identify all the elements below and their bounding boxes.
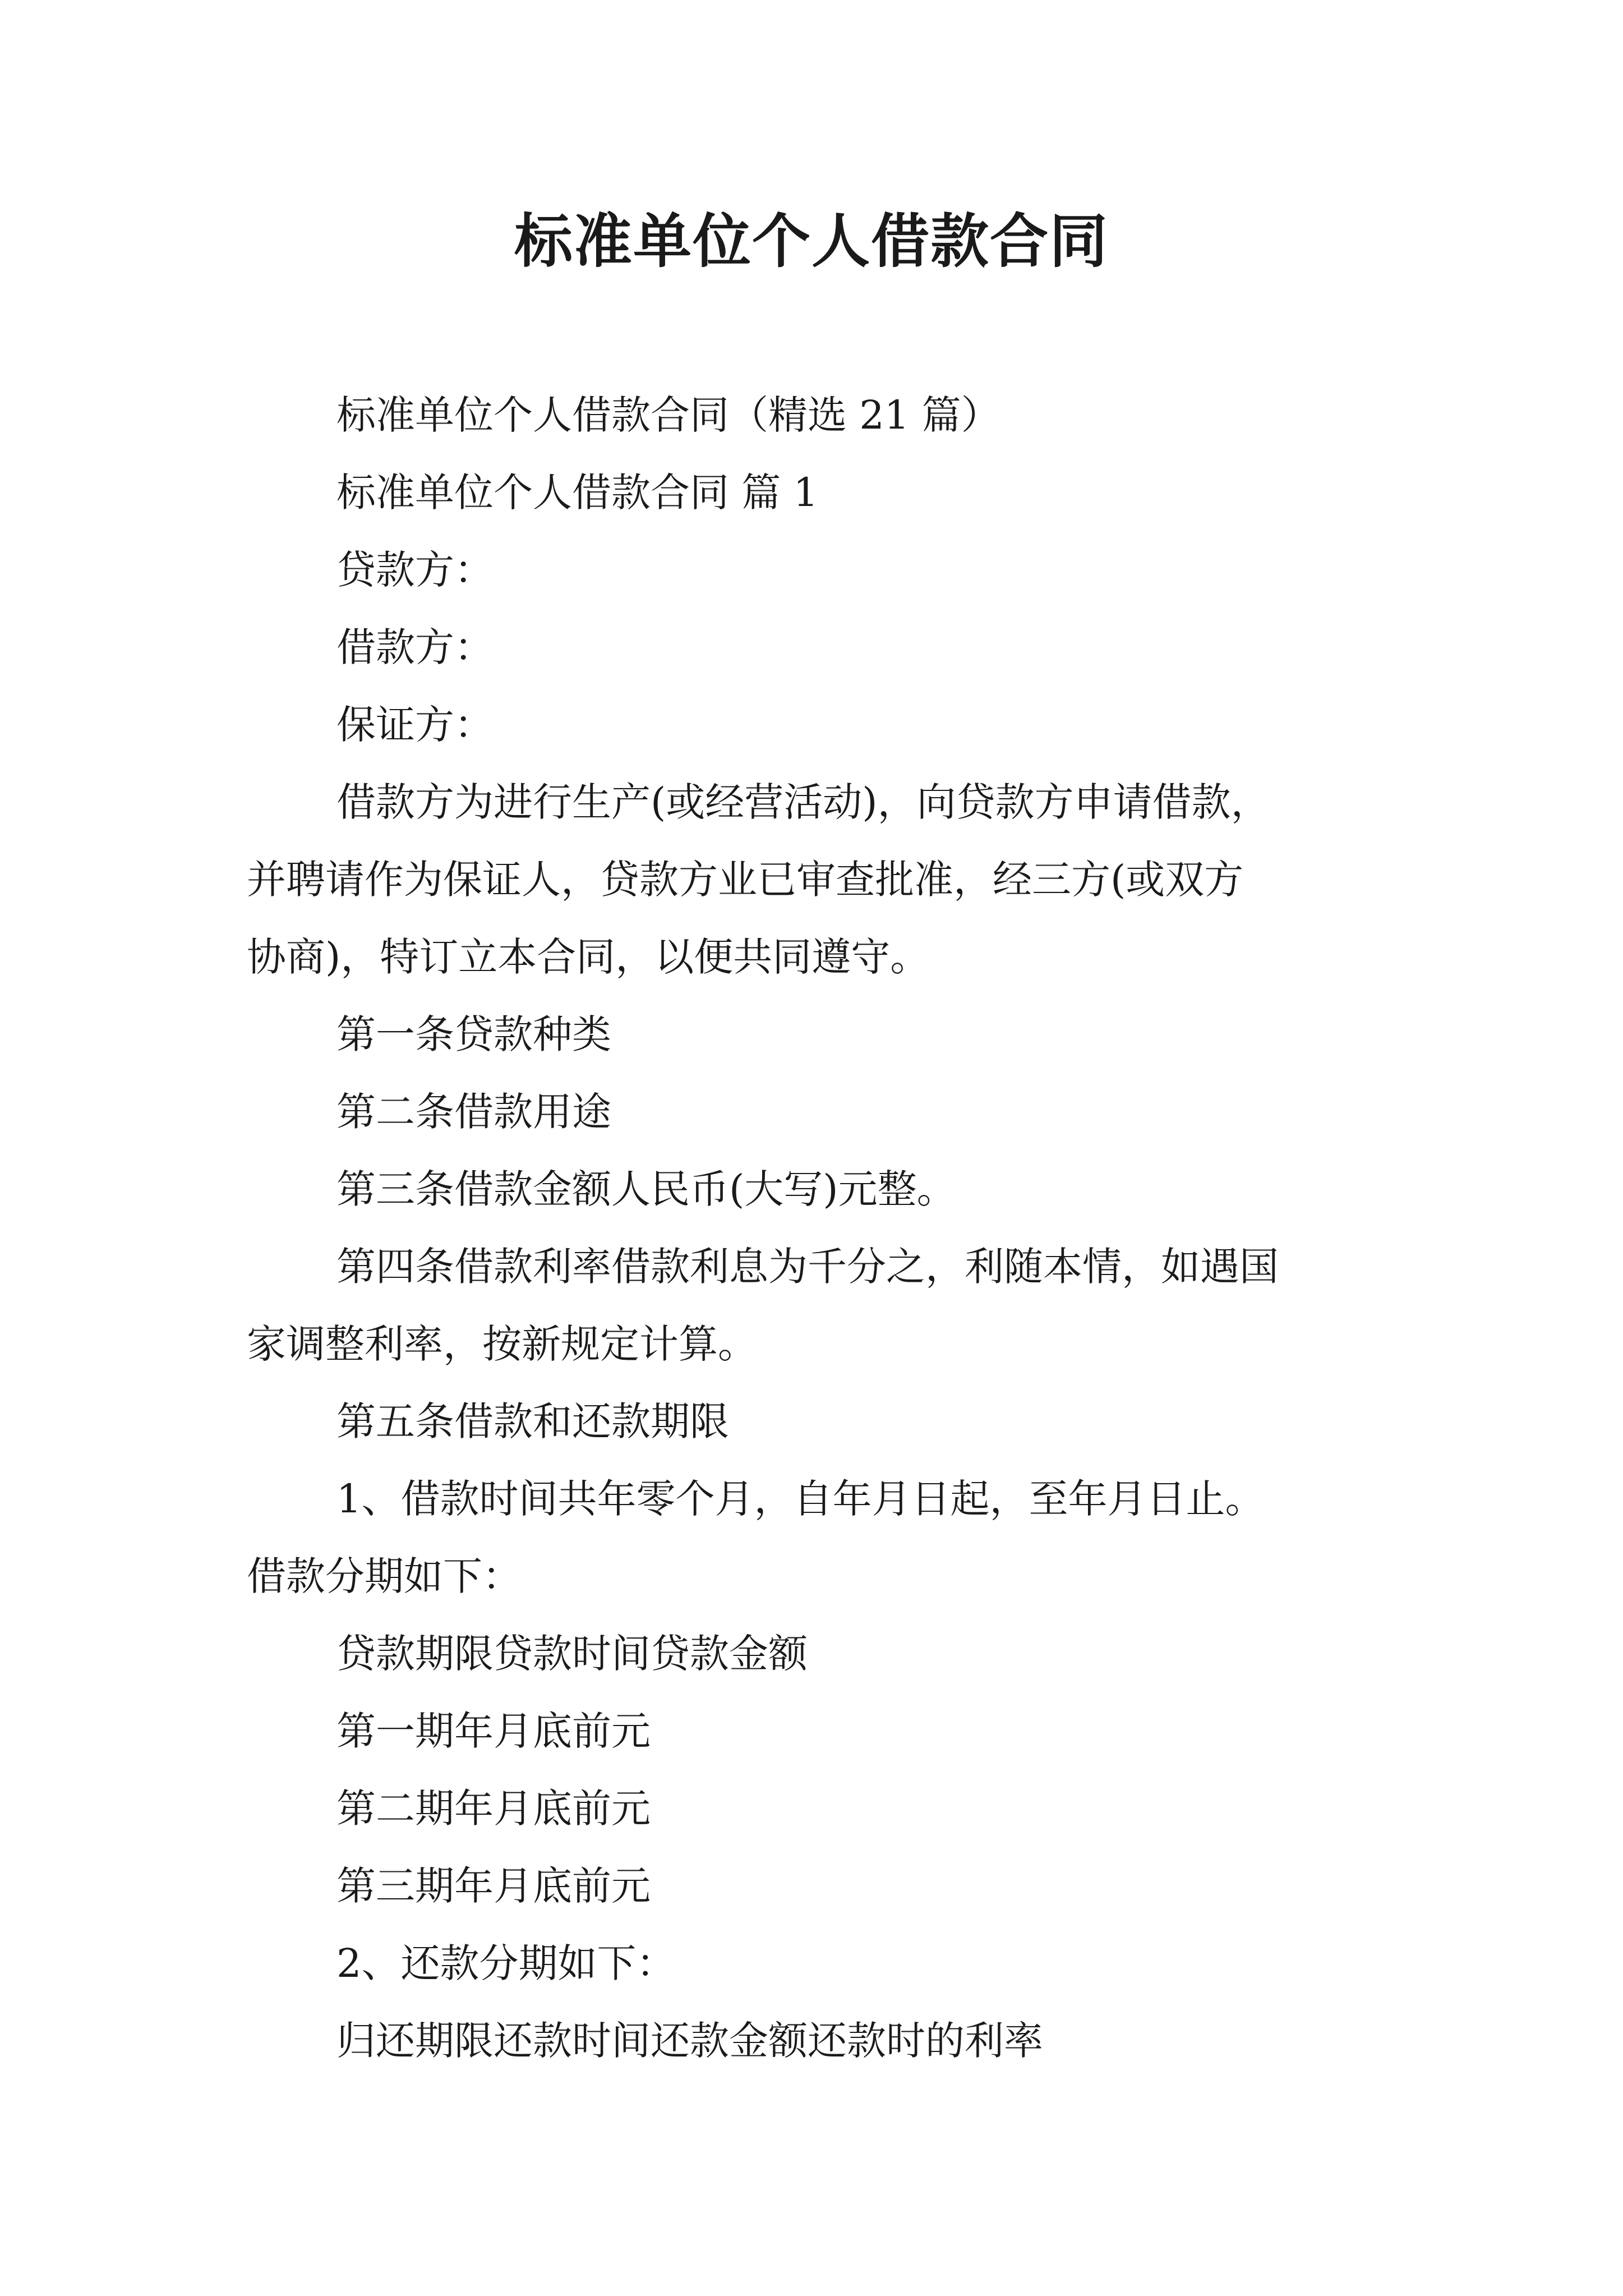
lender-line: 贷款方： xyxy=(336,547,494,593)
subtitle-line: 标准单位个人借款合同（精选 21 篇） xyxy=(336,392,1000,438)
paragraph-line: 借款分期如下： xyxy=(247,1553,522,1599)
article-heading: 第二条借款用途 xyxy=(336,1089,611,1135)
paragraph-line: 并聘请作为保证人，贷款方业已审查批准，经三方(或双方 xyxy=(247,857,1244,903)
paragraph-line: 1、借款时间共年零个月，自年月日起，至年月日止。 xyxy=(336,1476,1265,1522)
installment-line: 第一期年月底前元 xyxy=(336,1708,651,1754)
installment-line: 第二期年月底前元 xyxy=(336,1786,651,1832)
table-header-line: 贷款期限贷款时间贷款金额 xyxy=(336,1631,808,1677)
paragraph-line: 2、还款分期如下： xyxy=(336,1940,676,1986)
paragraph-line: 第四条借款利率借款利息为千分之，利随本情，如遇国 xyxy=(336,1244,1279,1290)
article-heading: 第一条贷款种类 xyxy=(336,1011,611,1057)
paragraph-line: 借款方为进行生产(或经营活动)，向贷款方申请借款， xyxy=(336,779,1270,825)
section-heading: 标准单位个人借款合同 篇 1 xyxy=(336,470,819,516)
table-header-line: 归还期限还款时间还款金额还款时的利率 xyxy=(336,2018,1043,2064)
article-heading: 第五条借款和还款期限 xyxy=(336,1398,729,1444)
article-heading: 第三条借款金额人民币(大写)元整。 xyxy=(336,1166,956,1212)
borrower-line: 借款方： xyxy=(336,624,494,670)
paragraph-line: 家调整利率，按新规定计算。 xyxy=(247,1321,757,1367)
document-title: 标准单位个人借款合同 xyxy=(514,207,1109,275)
guarantor-line: 保证方： xyxy=(336,702,494,748)
paragraph-line: 协商)，特订立本合同，以便共同遵守。 xyxy=(247,934,930,980)
installment-line: 第三期年月底前元 xyxy=(336,1863,651,1909)
